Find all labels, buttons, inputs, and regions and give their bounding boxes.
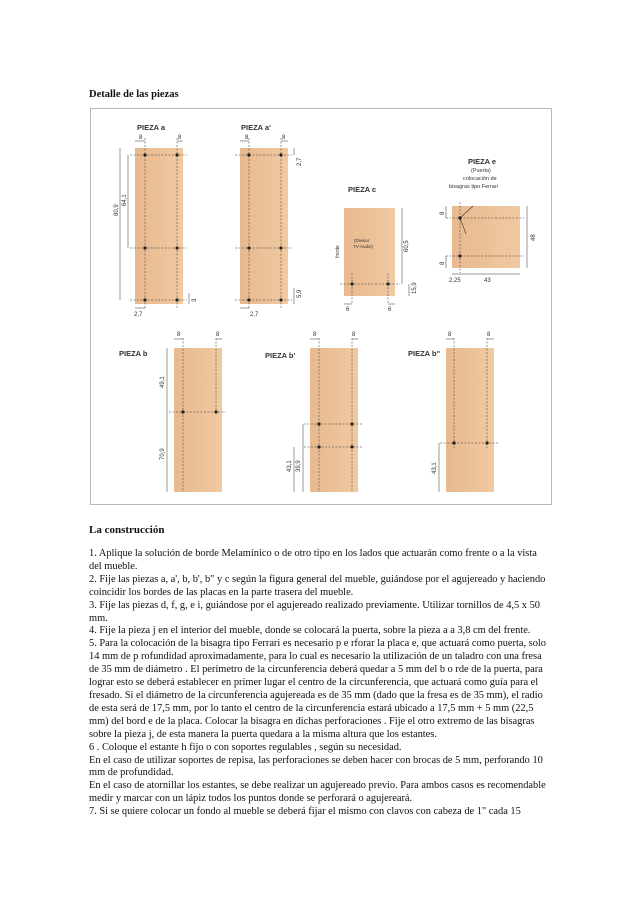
pieza-b1-board xyxy=(310,348,358,492)
pieza-b1-dim-1: 8 xyxy=(313,332,317,338)
pieza-e-label: PIEZA e xyxy=(468,157,497,166)
pieza-a-label: PIEZA a xyxy=(137,123,166,132)
pieza-b-dim-3: 49,1 xyxy=(160,376,166,388)
pieza-e-sub-2: colocación de xyxy=(463,176,497,182)
pieza-c-note-2: TV-Audio) xyxy=(353,244,374,249)
pieza-e-board xyxy=(452,206,520,268)
paragraph-3: 3. Fije las piezas d, f, g, e i, guiándose por el agujereado realizado previamente. Utilizar tornillos de 4,5 x 50 mm. xyxy=(89,599,540,624)
pieza-e-sub-1: (Puerta) xyxy=(471,168,491,174)
section-title: La construcción xyxy=(89,524,165,536)
pieza-e-dim-4: 2,25 xyxy=(449,278,461,284)
pieza-e-dim-1: 8 xyxy=(440,211,446,215)
pieza-a1-dim-3: 2,7 xyxy=(297,157,303,166)
paragraph-4: 4. Fije la pieza j en el interior del mueble, donde se colocará la puerta, sobre la pieza a a 3,8 cm del frente. xyxy=(89,625,531,637)
pieza-a-dim-5: 3 xyxy=(192,298,198,302)
paragraph-2: 2. Fije las piezas a, a', b, b', b" y c según la figura general del mueble, guiándose por el agujereado y haciendo coincidir los bordes de las placas en la parte trasera del mueble. xyxy=(89,573,546,598)
page-title: Detalle de las piezas xyxy=(89,89,179,100)
pieza-e-dim-5: 43 xyxy=(484,278,491,284)
pieza-b1-dim-4: 39,9 xyxy=(296,460,302,472)
pieces-diagram xyxy=(90,108,552,505)
pieza-b2-dim-2: 8 xyxy=(487,332,491,338)
paragraph-9: 7. Si se quiere colocar un fondo al mueble se deberá fijar el mismo con clavos con cabeza de 1" cada 15 xyxy=(89,806,521,818)
pieza-c-side: frente xyxy=(335,245,341,258)
pieza-b1-dim-3: 43,1 xyxy=(287,460,293,472)
pieza-a-dim-1: 8 xyxy=(139,135,143,141)
pieza-b-dim-2: 8 xyxy=(216,332,220,338)
pieza-a-dim-6: 2,7 xyxy=(134,312,143,318)
pieza-e-dim-2: 8 xyxy=(440,261,446,265)
pieza-b-dim-4: 70,9 xyxy=(160,448,166,460)
paragraph-5: 5. Para la colocación de la bisagra tipo Ferrari es necesario p e rforar la placa e, que actuará como puerta, solo 14 mm de p rofundidad aproximadamente, para lo cual es necesario la utilización de un taladro con una fresa de 35 mm de diámetro . El perímetro de la circunferencia deberá quedar a 5 mm del b o rde de la puerta, para lograr esto se deberá establecer en primer lugar el centro de la circunferencia, que actuará como guía para el fresado. Si el diámetro de la circunferencia agujereada es de 35 mm (dado que la fresa es de 35 mm), el radio de esta será de 17,5 mm, por lo tanto el centro de la circunferencia estará ubicado a 17,5 mm + 5 mm (22,5 mm) del bord e de la placa. Colocar la bisagra en dichas perforaciones . Fije el otro extremo de las bisagras sobre la pieza j, de esta manera la puerta quedara a la misma altura que los estantes. xyxy=(89,638,546,740)
pieza-c-dim-1: 60,5 xyxy=(404,240,410,252)
pieza-c-dim-2: 15,9 xyxy=(412,282,418,294)
pieza-a-dim-3: 80,9 xyxy=(114,204,120,216)
pieza-b2-label: PIEZA b'' xyxy=(408,349,441,358)
pieza-a1-dim-2: 8 xyxy=(282,135,286,141)
pieza-a-dim-2: 8 xyxy=(178,135,182,141)
pieza-e-sub-3: bisagras tipo Ferrari xyxy=(449,184,498,190)
pieza-b2-dim-3: 43,1 xyxy=(432,462,438,474)
paragraph-6: 6 . Coloque el estante h fijo o con soportes regulables , según su necesidad. xyxy=(89,741,402,753)
pieza-a-board xyxy=(135,148,183,304)
paragraph-8: En el caso de atornillar los estantes, se debe realizar un agujereado previo. Para ambos casos es recomendable medir y marcar con un lápiz todos los puntos donde se perforará o agujereará. xyxy=(89,780,546,805)
pieza-c-note-1: (Divisor xyxy=(354,238,370,243)
pieza-e-dim-3: 48 xyxy=(531,234,537,241)
pieza-b-label: PIEZA b xyxy=(119,349,148,358)
pieza-c-dim-4: 6 xyxy=(388,307,392,313)
pieza-b1-dim-2: 8 xyxy=(352,332,356,338)
pieza-b-dim-1: 8 xyxy=(177,332,181,338)
paragraph-1: 1. Aplique la solución de borde Melamínico o de otro tipo en los lados que actuarán como frente o a la vista del mueble. xyxy=(89,548,537,572)
pieza-c-label: PIEZA c xyxy=(348,185,377,194)
pieza-b-board xyxy=(174,348,222,492)
pieza-b2-dim-1: 8 xyxy=(448,332,452,338)
pieza-a1-dim-5: 2,7 xyxy=(250,312,259,318)
pieza-c-dim-3: 6 xyxy=(346,307,350,313)
pieza-a1-dim-1: 8 xyxy=(245,135,249,141)
instructions-text xyxy=(89,548,551,819)
pieza-a1-label: PIEZA a' xyxy=(241,123,271,132)
pieza-a1-dim-4: 5,9 xyxy=(297,289,303,298)
pieza-a-dim-4: 64,1 xyxy=(122,194,128,206)
paragraph-7: En el caso de utilizar soportes de repisa, las perforaciones se deben hacer con brocas de 5 mm, perforando 10 mm de profundidad. xyxy=(89,754,543,779)
pieza-b1-label: PIEZA b' xyxy=(265,351,296,360)
